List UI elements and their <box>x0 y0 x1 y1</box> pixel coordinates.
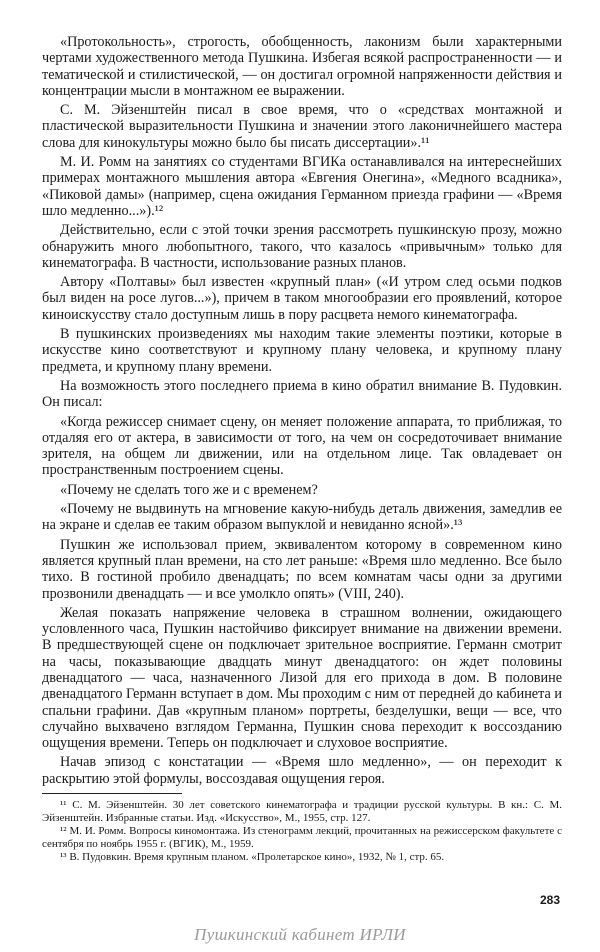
footnote: ¹³ В. Пудовкин. Время крупным планом. «Пролетарское кино», 1932, № 1, стр. 65. <box>60 851 445 864</box>
quote-paragraph: «Почему не выдвинуть на мгновение какую-нибудь деталь движения, замедлив ее на экране и сделав ее таким образом выпуклой и невиданно ясной».¹³ <box>42 501 562 534</box>
paragraph: Желая показать напряжение человека в страшном волнении, ожидающего условленного часа, Пушкин настойчиво фиксирует внимание на движении времени. В предшествующей сцене он подключает зрительное восприятие. Германн смотрит на часы, показывающие двадцать минут двенадцатого: он ждет половины двенадцатого — часа, назначенного Лизой для его прихода в дом. В половине двенадцатого Германн вступает в дом. Мы проходим с ним от передней до кабинета и спальни графини. Дав «крупным планом» портреты, безделушки, вещи — все, что случайно выхвачено взглядом Германна, Пушкин снова переходит к воссозданию ощущения времени. Теперь он подключает и слуховое восприятие. <box>42 604 562 752</box>
footnote: ¹² М. И. Ромм. Вопросы киномонтажа. Из стенограмм лекций, прочитанных на режиссерском факультете с сентября по ноябрь 1955 г. (ВГИК), М., 1959. <box>42 825 562 850</box>
quote-paragraph: «Когда режиссер снимает сцену, он меняет положение аппарата, то приближая, то отдаляя его от актера, в зависимости от того, на чем он сосредоточивает внимание зрителя, на общем ли движении, или на отдельном лице. Так овладевает он пространственным построением сцены. <box>42 413 562 479</box>
library-watermark: Пушкинский кабинет ИРЛИ <box>194 925 406 944</box>
paragraph: На возможность этого последнего приема в кино обратил внимание В. Пудовкин. Он писал: <box>42 377 562 411</box>
quote-paragraph: «Почему не сделать того же и с временем? <box>60 481 318 498</box>
paragraph: Пушкин же использовал прием, эквивалентом которому в современном кино является крупный план времени, на сто лет раньше: «Время шло медленно. Все было тихо. В гостиной пробило двенадцать; по всем комнатам часы одни за другими прозвонили двенадцать — и все умолкло опять» (VIII, 240). <box>42 536 562 602</box>
paragraph: С. М. Эйзенштейн писал в свое время, что о «средствах монтажной и пластической выразительности Пушкина и значении этого лаконичнейшего мастера слова для кинокультуры можно было бы писать диссертации».¹¹ <box>42 102 562 151</box>
paragraph: «Протокольность», строгость, обобщенность, лаконизм были характерными чертами художественного метода Пушкина. Избегая всякой распространенности — и тематической и стилистической, — он достигал огромной напряженности действия и концентрации мысли в монтажном ее выражении. <box>42 34 562 99</box>
footnote: ¹¹ С. М. Эйзенштейн. 30 лет советского кинематографа и традиции русской культуры. В кн.: С. М. Эйзенштейн. Избранные статьи. Изд. «Искусство», М., 1955, стр. 127. <box>42 799 562 824</box>
footnote-divider <box>42 793 182 794</box>
paragraph: В пушкинских произведениях мы находим такие элементы поэтики, которые в искусстве кино соответствуют и крупному плану человека, и крупному плану предмета, и крупному плану времени. <box>42 326 562 375</box>
paragraph: М. И. Ромм на занятиях со студентами ВГИКа останавливался на интереснейших примерах монтажного мышления автора «Евгения Онегина», «Медного всадника», «Пиковой дамы» (например, сцена ожидания Германном приезда графини — «Время шло медленно...»).¹² <box>42 154 562 219</box>
page-body <box>42 34 562 865</box>
page-number: 283 <box>540 893 561 907</box>
paragraph: Действительно, если с этой точки зрения рассмотреть пушкинскую прозу, можно обнаружить много любопытного, такого, что казалось «привычным» только для кинематографа. В частности, использование разных планов. <box>42 222 562 271</box>
paragraph: Автору «Полтавы» был известен «крупный план» («И утром след осьми подков был виден на росе лугов...»), причем в таком многообразии его проявлений, которое киноискусству стало доступным лишь в пору расцвета немого кинематографа. <box>42 274 562 323</box>
paragraph: Начав эпизод с констатации — «Время шло медленно», — он переходит к раскрытию этой формулы, воссоздавая ощущения героя. <box>42 754 562 787</box>
